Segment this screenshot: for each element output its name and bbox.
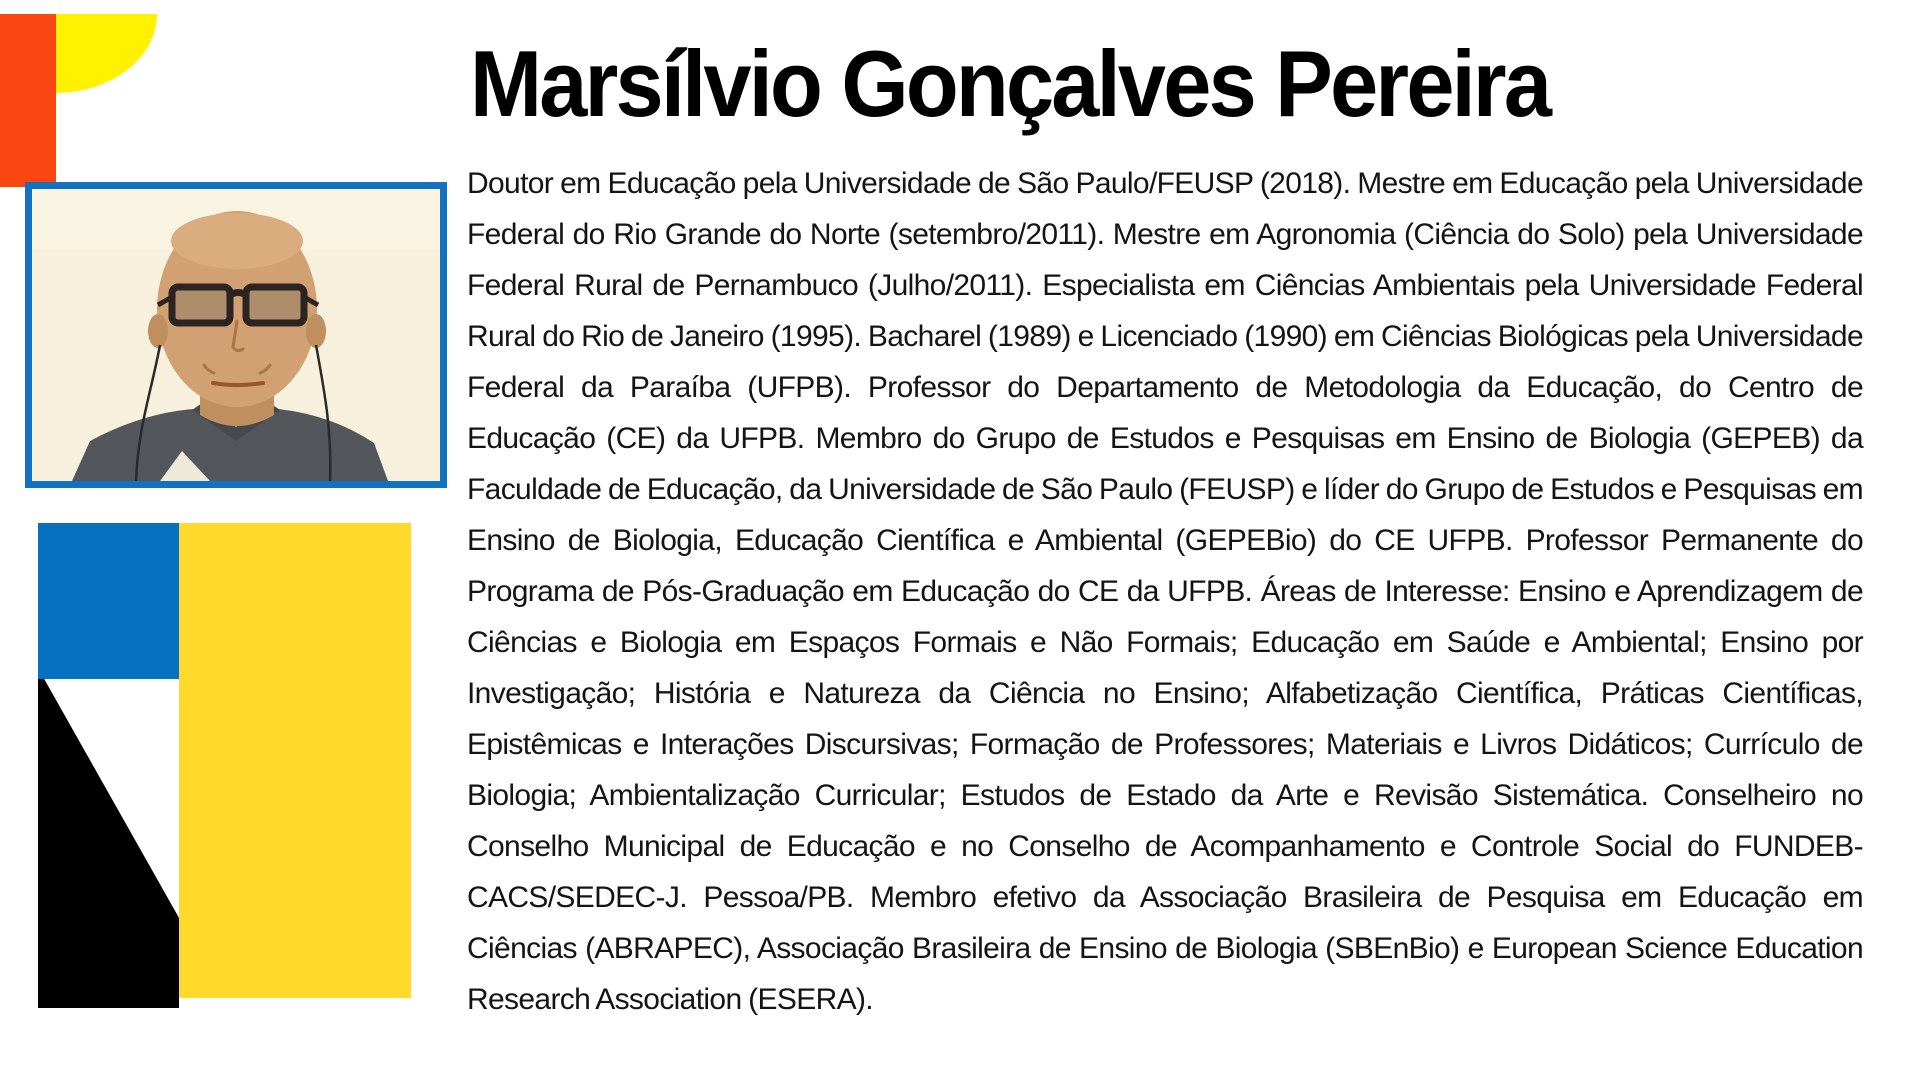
biography-paragraph: Doutor em Educação pela Universidade de São Paulo/FEUSP (2018). Mestre em Educação pela Universidade Federal do Rio Grande do Norte (setembro/2011). Mestre em Agronomia (Ciência do Solo) pela Universidade Federal Rural de Pernambuco (Julho/2011). Especialista em Ciências Ambientais pela Universidade Federal Rural do Rio de Janeiro (1995). Bacharel (1989) e Licenciado (1990) em Ciências Biológicas pela Universidade Federal da Paraíba (UFPB). Professor do Departamento de Metodologia da Educação, do Centro de Educação (CE) da UFPB. Membro do Grupo de Estudos e Pesquisas em Ensino de Biologia (GEPEB) da Faculdade de Educação, da Universidade de São Paulo (FEUSP) e líder do Grupo de Estudos e Pesquisas em Ensino de Biologia, Educação Científica e Ambiental (GEPEBio) do CE UFPB. Professor Permanente do Programa de Pós-Graduação em Educação do CE da UFPB. Áreas de Interesse: Ensino e Aprendizagem de Ciências e Biologia em Espaços Formais e Não Formais; Educação em Saúde e Ambiental; Ensino por Investigação; História e Natureza da Ciência no Ensino; Alfabetização Científica, Práticas Científicas, Epistêmicas e Interações Discursivas; Formação de Professores; Materiais e Livros Didáticos; Currículo de Biologia; Ambientalização Curricular; Estudos de Estado da Arte e Revisão Sistemática. Conselheiro no Conselho Municipal de Educação e no Conselho de Acompanhamento e Controle Social do FUNDEB-CACS/SEDEC-J. Pessoa/PB. Membro efetivo da Associação Brasileira de Pesquisa em Educação em Ciências (ABRAPEC), Associação Brasileira de Ensino de Biologia (SBEnBio) e European Science Education Research Association (ESERA).: [467, 167, 1863, 1016]
black-triangle-decor: [38, 668, 179, 1008]
orange-rectangle-decor: [0, 14, 56, 187]
yellow-rectangle-decor: [179, 523, 411, 998]
portrait-photo: [25, 182, 447, 488]
left-ear: [148, 314, 168, 348]
yellow-quarter-circle-decor: [56, 14, 157, 93]
portrait-photo-illustration: [32, 189, 440, 481]
right-ear: [306, 314, 326, 348]
page-title: Marsílvio Gonçalves Pereira: [470, 31, 1550, 136]
